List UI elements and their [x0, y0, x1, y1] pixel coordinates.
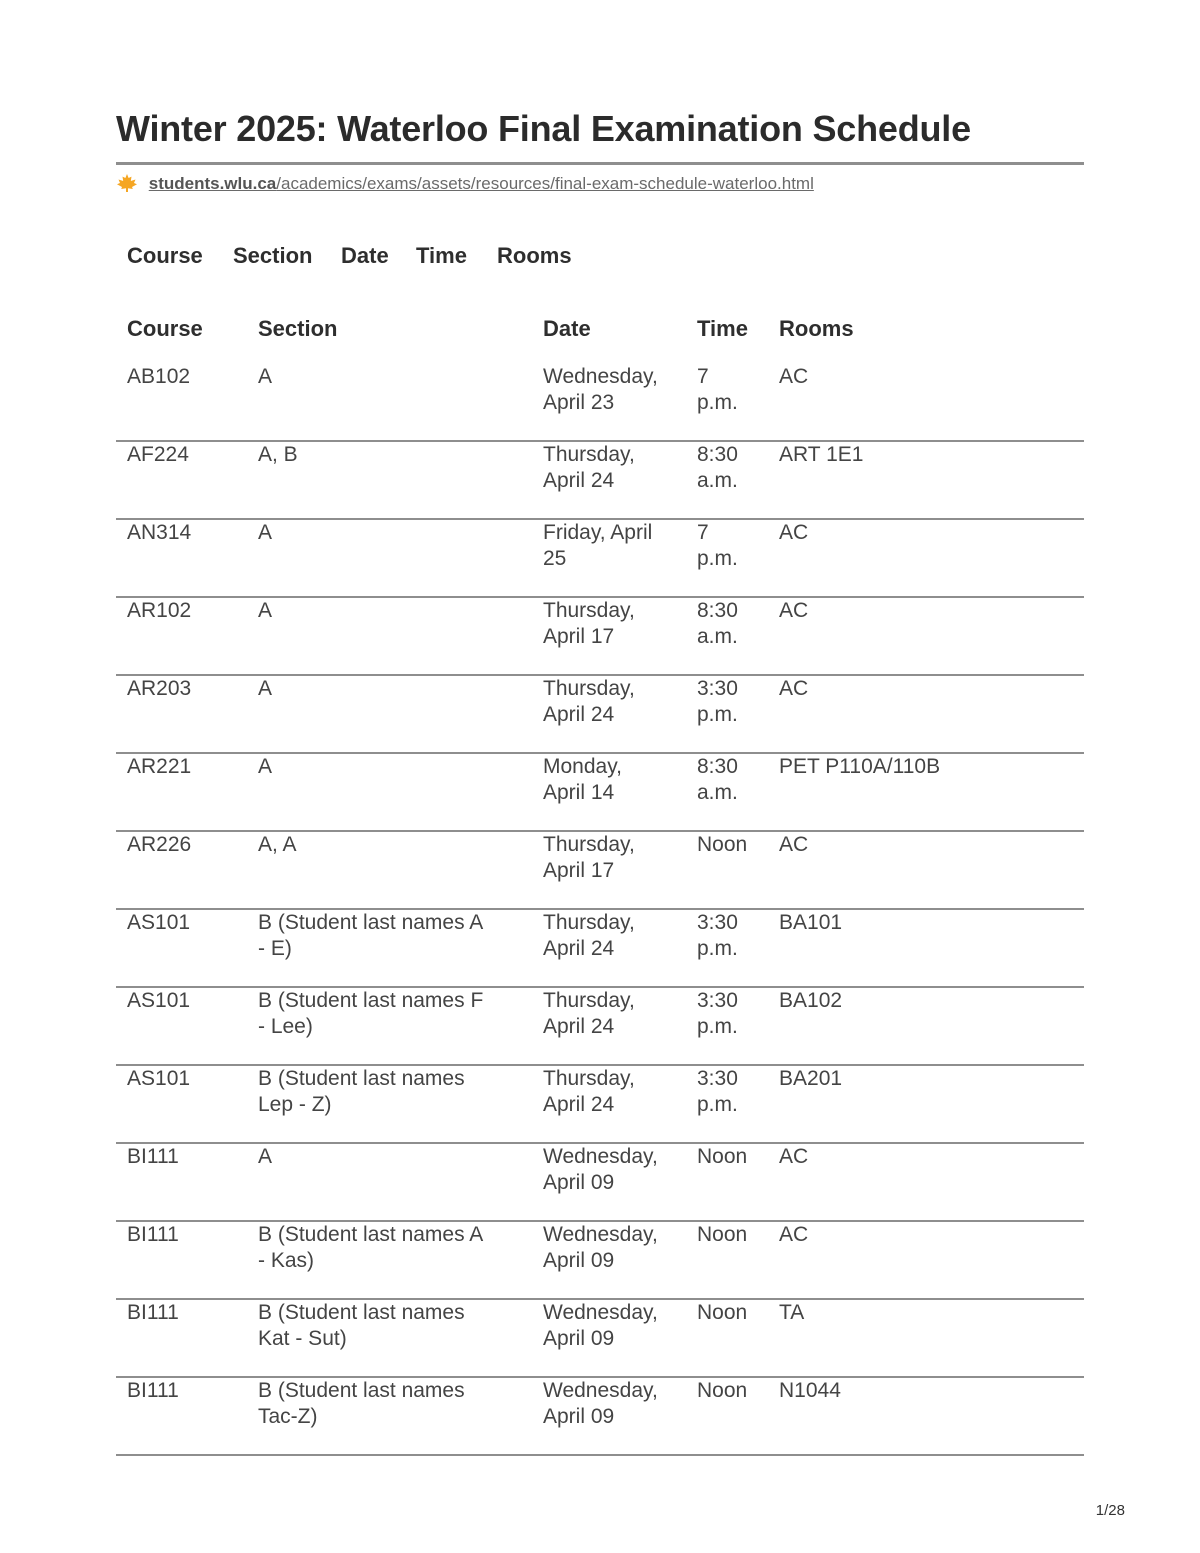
- cell-rooms: BA102: [779, 989, 843, 1012]
- cell-course: AR203: [127, 677, 192, 700]
- cell-section: B (Student last names Lep - Z): [258, 1067, 465, 1116]
- cell-rooms: AC: [779, 1223, 809, 1246]
- table-row: [116, 754, 1084, 832]
- cell-date: Thursday, April 24: [543, 911, 635, 960]
- cell-date: Thursday, April 24: [543, 1067, 635, 1116]
- cell-course: AF224: [127, 443, 189, 466]
- column-header-course: Course: [127, 316, 203, 341]
- cell-time: 7 p.m.: [697, 521, 738, 570]
- cell-course: AB102: [127, 365, 191, 388]
- cell-date: Thursday, April 24: [543, 443, 635, 492]
- title-divider: [116, 162, 1084, 165]
- column-header-date: Date: [543, 316, 591, 341]
- cell-rooms: BA201: [779, 1067, 843, 1090]
- table-row: [116, 988, 1084, 1066]
- cell-date: Thursday, April 24: [543, 677, 635, 726]
- cell-section: A, B: [258, 443, 298, 466]
- exam-schedule-table: [116, 316, 1084, 1456]
- cell-rooms: AC: [779, 677, 809, 700]
- cell-date: Thursday, April 17: [543, 599, 635, 648]
- cell-course: BI111: [127, 1379, 179, 1402]
- source-domain: students.wlu.ca: [148, 174, 277, 193]
- table-row: [116, 910, 1084, 988]
- cell-section: B (Student last names A - Kas): [258, 1223, 484, 1272]
- cell-course: BI111: [127, 1301, 179, 1324]
- cell-section: A: [258, 599, 273, 622]
- cell-section: B (Student last names Kat - Sut): [258, 1301, 465, 1350]
- cell-date: Wednesday, April 09: [543, 1145, 658, 1194]
- table-row: [116, 442, 1084, 520]
- cell-rooms: AC: [779, 521, 809, 544]
- cell-course: BI111: [127, 1223, 179, 1246]
- cell-time: 3:30 p.m.: [697, 677, 738, 726]
- cell-section: A, A: [258, 833, 297, 856]
- cell-date: Monday, April 14: [543, 755, 622, 804]
- cell-course: AR102: [127, 599, 192, 622]
- page-title: Winter 2025: Waterloo Final Examination Schedule: [116, 108, 971, 149]
- column-header-rooms: Rooms: [779, 316, 854, 341]
- cell-rooms: BA101: [779, 911, 843, 934]
- maple-leaf-icon: [116, 173, 138, 193]
- table-header: [116, 316, 1084, 364]
- table-row: [116, 1222, 1084, 1300]
- cell-date: Wednesday, April 09: [543, 1223, 658, 1272]
- header-line-section: Section: [233, 243, 313, 268]
- cell-rooms: N1044: [779, 1379, 841, 1402]
- table-row: [116, 520, 1084, 598]
- cell-time: 8:30 a.m.: [697, 599, 738, 648]
- cell-date: Thursday, April 24: [543, 989, 635, 1038]
- source-url-link[interactable]: [149, 174, 814, 193]
- source-link-line: [116, 173, 814, 194]
- cell-time: 3:30 p.m.: [697, 989, 738, 1038]
- cell-section: A: [258, 755, 273, 778]
- table-row: [116, 1144, 1084, 1222]
- header-line-time: Time: [416, 243, 467, 268]
- table-row: [116, 1300, 1084, 1378]
- cell-date: Wednesday, April 23: [543, 365, 658, 414]
- cell-course: AS101: [127, 1067, 191, 1090]
- cell-section: B (Student last names Tac-Z): [258, 1379, 465, 1428]
- cell-rooms: AC: [779, 1145, 809, 1168]
- cell-section: A: [258, 365, 273, 388]
- cell-rooms: AC: [779, 833, 809, 856]
- cell-date: Wednesday, April 09: [543, 1301, 658, 1350]
- cell-time: Noon: [697, 1379, 748, 1402]
- cell-time: 7 p.m.: [697, 365, 738, 414]
- table-row: [116, 598, 1084, 676]
- cell-rooms: AC: [779, 365, 809, 388]
- cell-rooms: TA: [779, 1301, 805, 1324]
- cell-rooms: ART 1E1: [779, 443, 864, 466]
- cell-rooms: AC: [779, 599, 809, 622]
- cell-time: Noon: [697, 1223, 748, 1246]
- cell-date: Friday, April 25: [543, 521, 653, 570]
- cell-section: A: [258, 521, 273, 544]
- cell-date: Wednesday, April 09: [543, 1379, 658, 1428]
- source-path: /academics/exams/assets/resources/final-exam-schedule-waterloo.html: [276, 174, 814, 193]
- cell-course: AR221: [127, 755, 192, 778]
- column-header-time: Time: [697, 316, 748, 341]
- table-body: [116, 364, 1084, 1456]
- cell-time: 3:30 p.m.: [697, 911, 738, 960]
- cell-time: Noon: [697, 1145, 748, 1168]
- cell-time: 8:30 a.m.: [697, 443, 738, 492]
- column-header-section: Section: [258, 316, 338, 341]
- cell-course: AS101: [127, 989, 191, 1012]
- cell-course: AN314: [127, 521, 192, 544]
- cell-section: A: [258, 677, 273, 700]
- cell-date: Thursday, April 17: [543, 833, 635, 882]
- table-row: [116, 1066, 1084, 1144]
- cell-time: 8:30 a.m.: [697, 755, 738, 804]
- cell-rooms: PET P110A/110B: [779, 755, 941, 778]
- page-number: 1/28: [1095, 1502, 1125, 1519]
- header-line-date: Date: [341, 243, 389, 268]
- table-row: [116, 364, 1084, 442]
- cell-section: B (Student last names A - E): [258, 911, 484, 960]
- cell-course: AS101: [127, 911, 191, 934]
- cell-course: BI111: [127, 1145, 179, 1168]
- header-line-course: Course: [127, 243, 203, 268]
- cell-time: 3:30 p.m.: [697, 1067, 738, 1116]
- cell-time: Noon: [697, 1301, 748, 1324]
- table-row: [116, 676, 1084, 754]
- cell-section: A: [258, 1145, 273, 1168]
- cell-course: AR226: [127, 833, 192, 856]
- table-row: [116, 1378, 1084, 1456]
- cell-time: Noon: [697, 833, 748, 856]
- table-row: [116, 832, 1084, 910]
- header-line-rooms: Rooms: [497, 243, 572, 268]
- cell-section: B (Student last names F - Lee): [258, 989, 484, 1038]
